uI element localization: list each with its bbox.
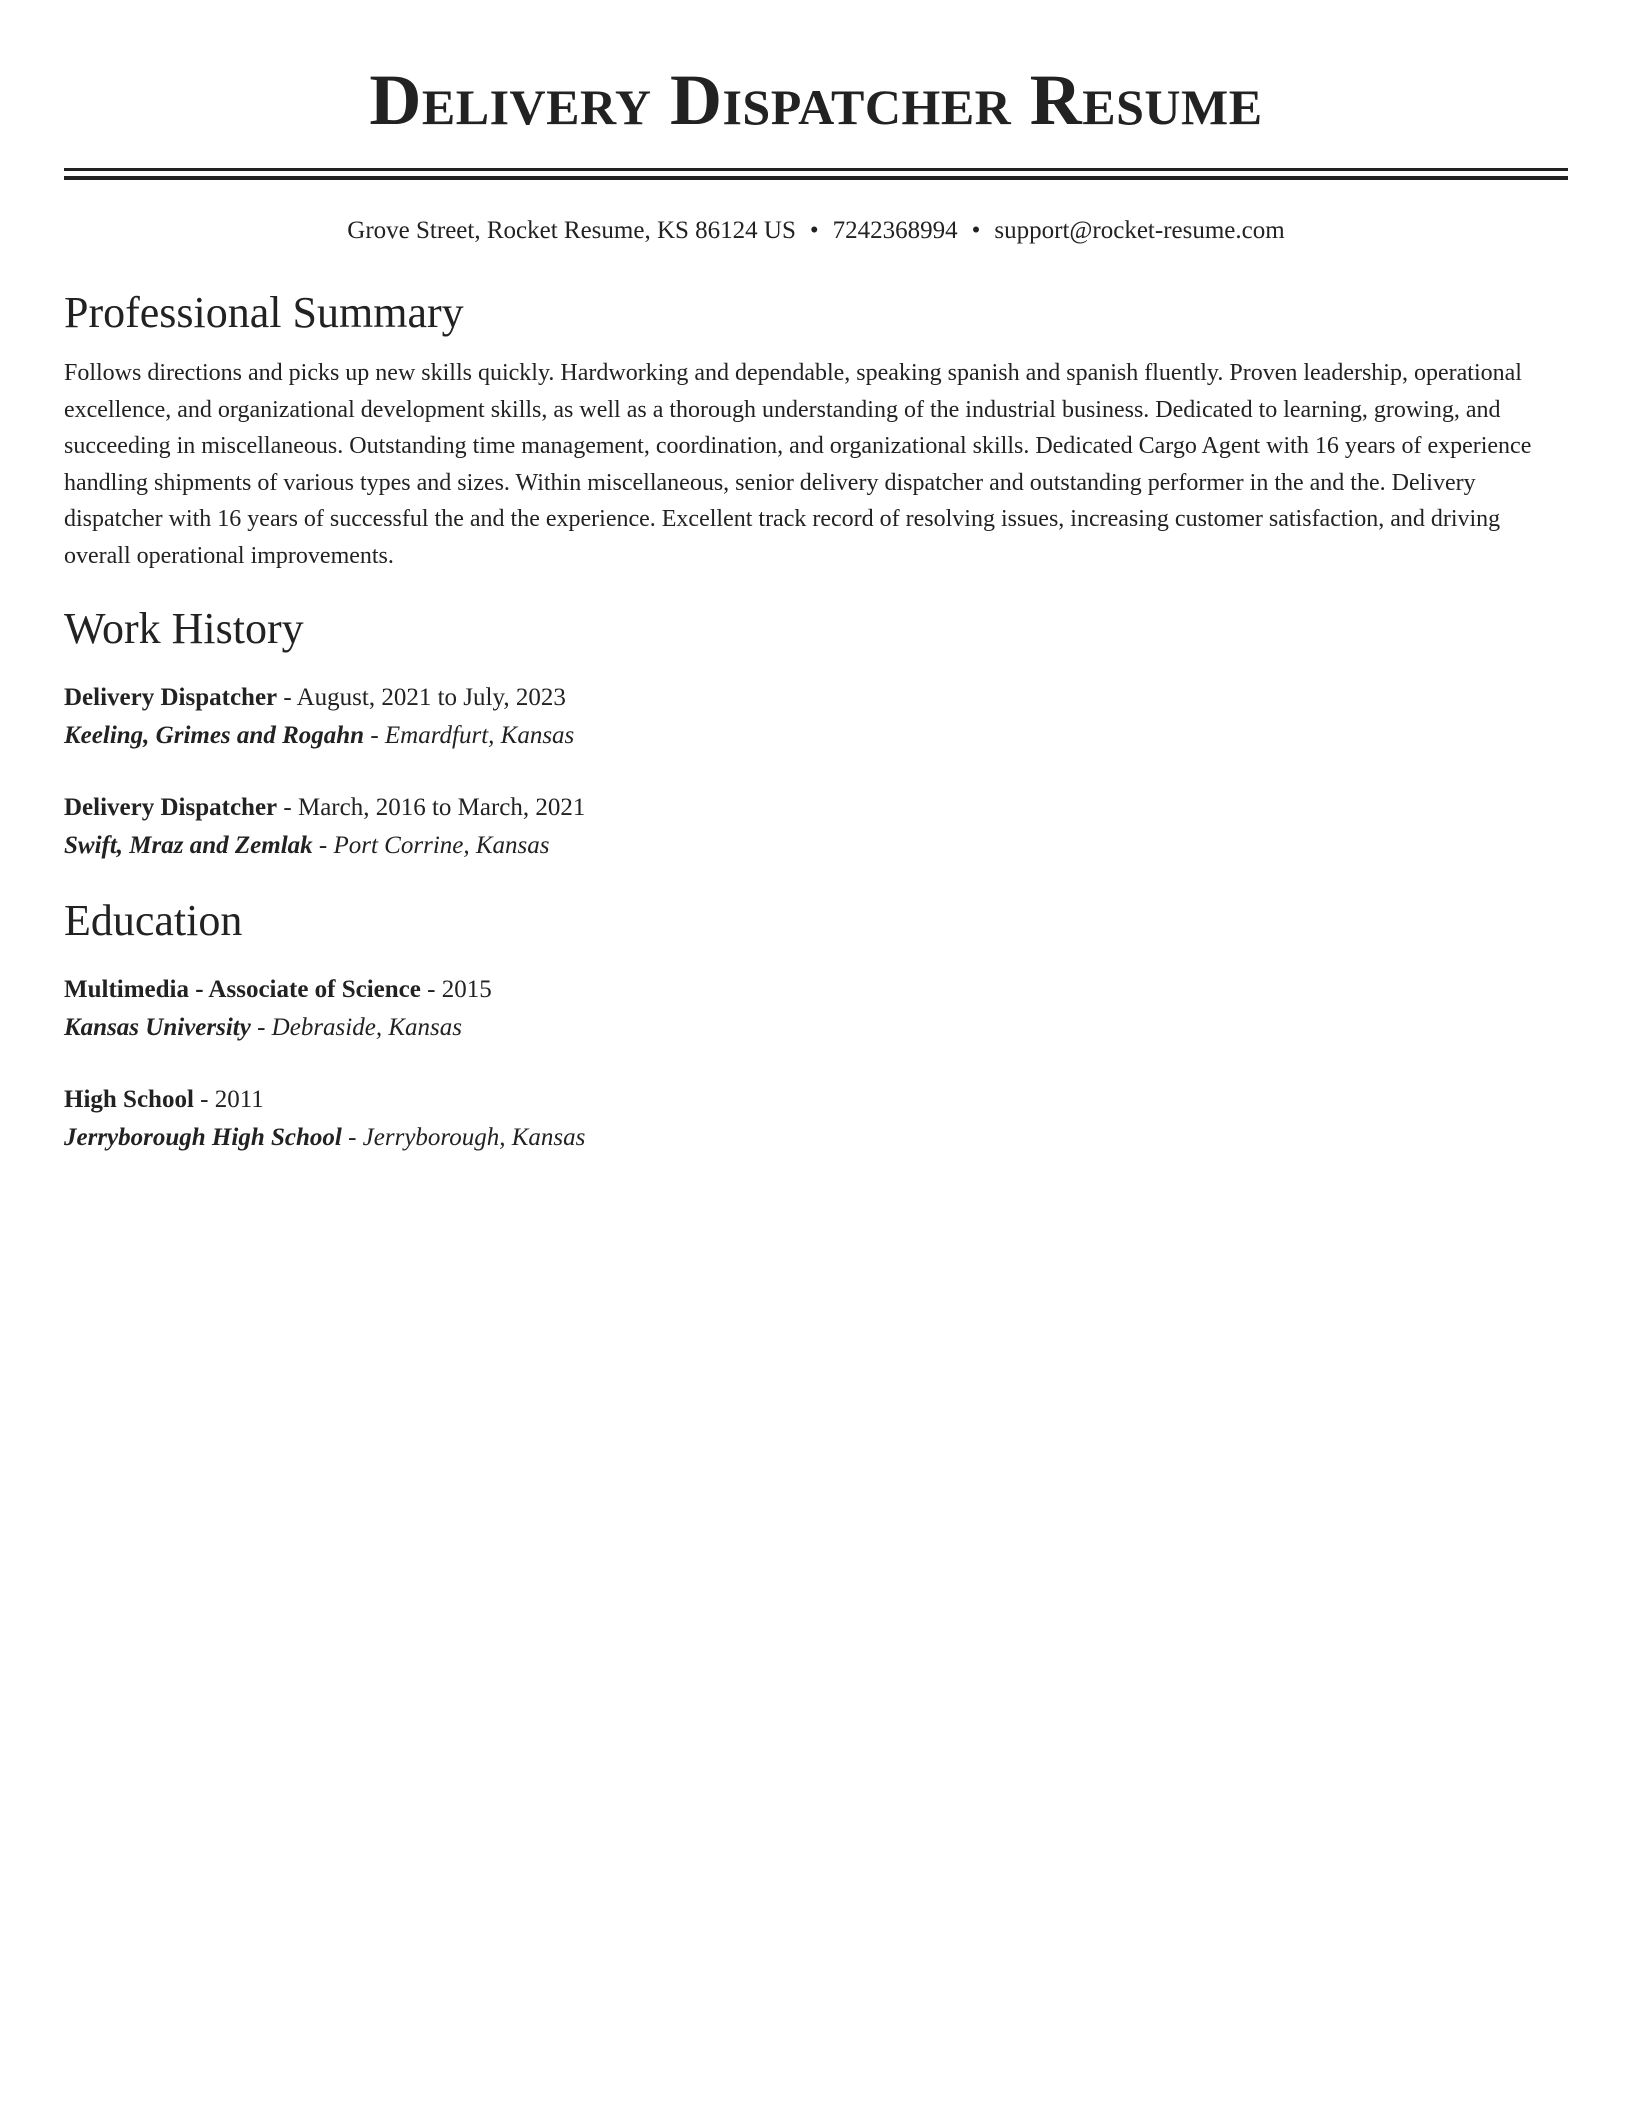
job-location: Port Corrine, Kansas (333, 831, 550, 859)
dash-separator: - (341, 1123, 363, 1151)
education-location: Debraside, Kansas (271, 1013, 462, 1041)
job-title: Delivery Dispatcher (64, 683, 278, 711)
title-divider-top (64, 168, 1568, 171)
education-year: 2011 (214, 1085, 264, 1113)
dash-separator: - (193, 1085, 215, 1113)
contact-email: support@rocket-resume.com (994, 217, 1285, 244)
job-employer (64, 827, 1568, 865)
contact-separator: • (971, 217, 981, 244)
job-title: Delivery Dispatcher (64, 793, 278, 821)
education-header (64, 971, 1568, 1009)
education-school: Jerryborough High School (64, 1123, 342, 1151)
work-history-heading: Work History (64, 603, 304, 653)
contact-separator: • (809, 217, 819, 244)
job-company: Keeling, Grimes and Rogahn (64, 721, 365, 749)
title-divider-bottom (64, 176, 1568, 180)
dash-separator: - (277, 793, 298, 821)
education-school: Kansas University (64, 1013, 251, 1041)
dash-separator: - (420, 975, 442, 1003)
education-year: 2015 (441, 975, 492, 1003)
job-company: Swift, Mraz and Zemlak (64, 831, 313, 859)
dash-separator: - (312, 831, 334, 859)
job-header (64, 679, 1568, 717)
job-entry (64, 679, 1568, 755)
job-entry (64, 789, 1568, 865)
education-heading: Education (64, 895, 243, 945)
education-institution (64, 1009, 1568, 1047)
dash-separator: - (250, 1013, 272, 1041)
dash-separator: - (277, 683, 297, 711)
education-header (64, 1081, 1568, 1119)
job-dates: March, 2016 to March, 2021 (297, 793, 586, 821)
summary-heading: Professional Summary (64, 288, 464, 337)
summary-text: Follows directions and picks up new skills quickly. Hardworking and dependable, speaking spanish and spanish fluently. Proven leadership, operational excellence, and organizational development skills, as well as a thorough understanding of the industrial business. Dedicated to learning, growing, and succeeding in miscellaneous. Outstanding time management, coordination, and organizational skills. Dedicated Cargo Agent with 16 years of experience handling shipments of various types and sizes. Within miscellaneous, senior delivery dispatcher and outstanding performer in the and the. Delivery dispatcher with 16 years of successful the and the experience. Excellent track record of resolving issues, increasing customer satisfaction, and driving overall operational improvements. (64, 360, 1532, 569)
education-degree: High School (64, 1085, 194, 1113)
job-header (64, 789, 1568, 827)
resume-page (64, 0, 1568, 1157)
resume-title: Delivery Dispatcher Resume (369, 60, 1263, 140)
job-dates: August, 2021 to July, 2023 (296, 683, 566, 711)
dash-separator: - (364, 721, 385, 749)
education-entry (64, 971, 1568, 1047)
job-employer (64, 717, 1568, 755)
education-location: Jerryborough, Kansas (362, 1123, 586, 1151)
education-entry (64, 1081, 1568, 1157)
education-institution (64, 1119, 1568, 1157)
contact-address: Grove Street, Rocket Resume, KS 86124 US (347, 217, 796, 244)
contact-phone: 7242368994 (832, 217, 958, 244)
job-location: Emardfurt, Kansas (384, 721, 575, 749)
contact-line (64, 215, 1568, 247)
education-degree: Multimedia - Associate of Science (64, 975, 421, 1003)
